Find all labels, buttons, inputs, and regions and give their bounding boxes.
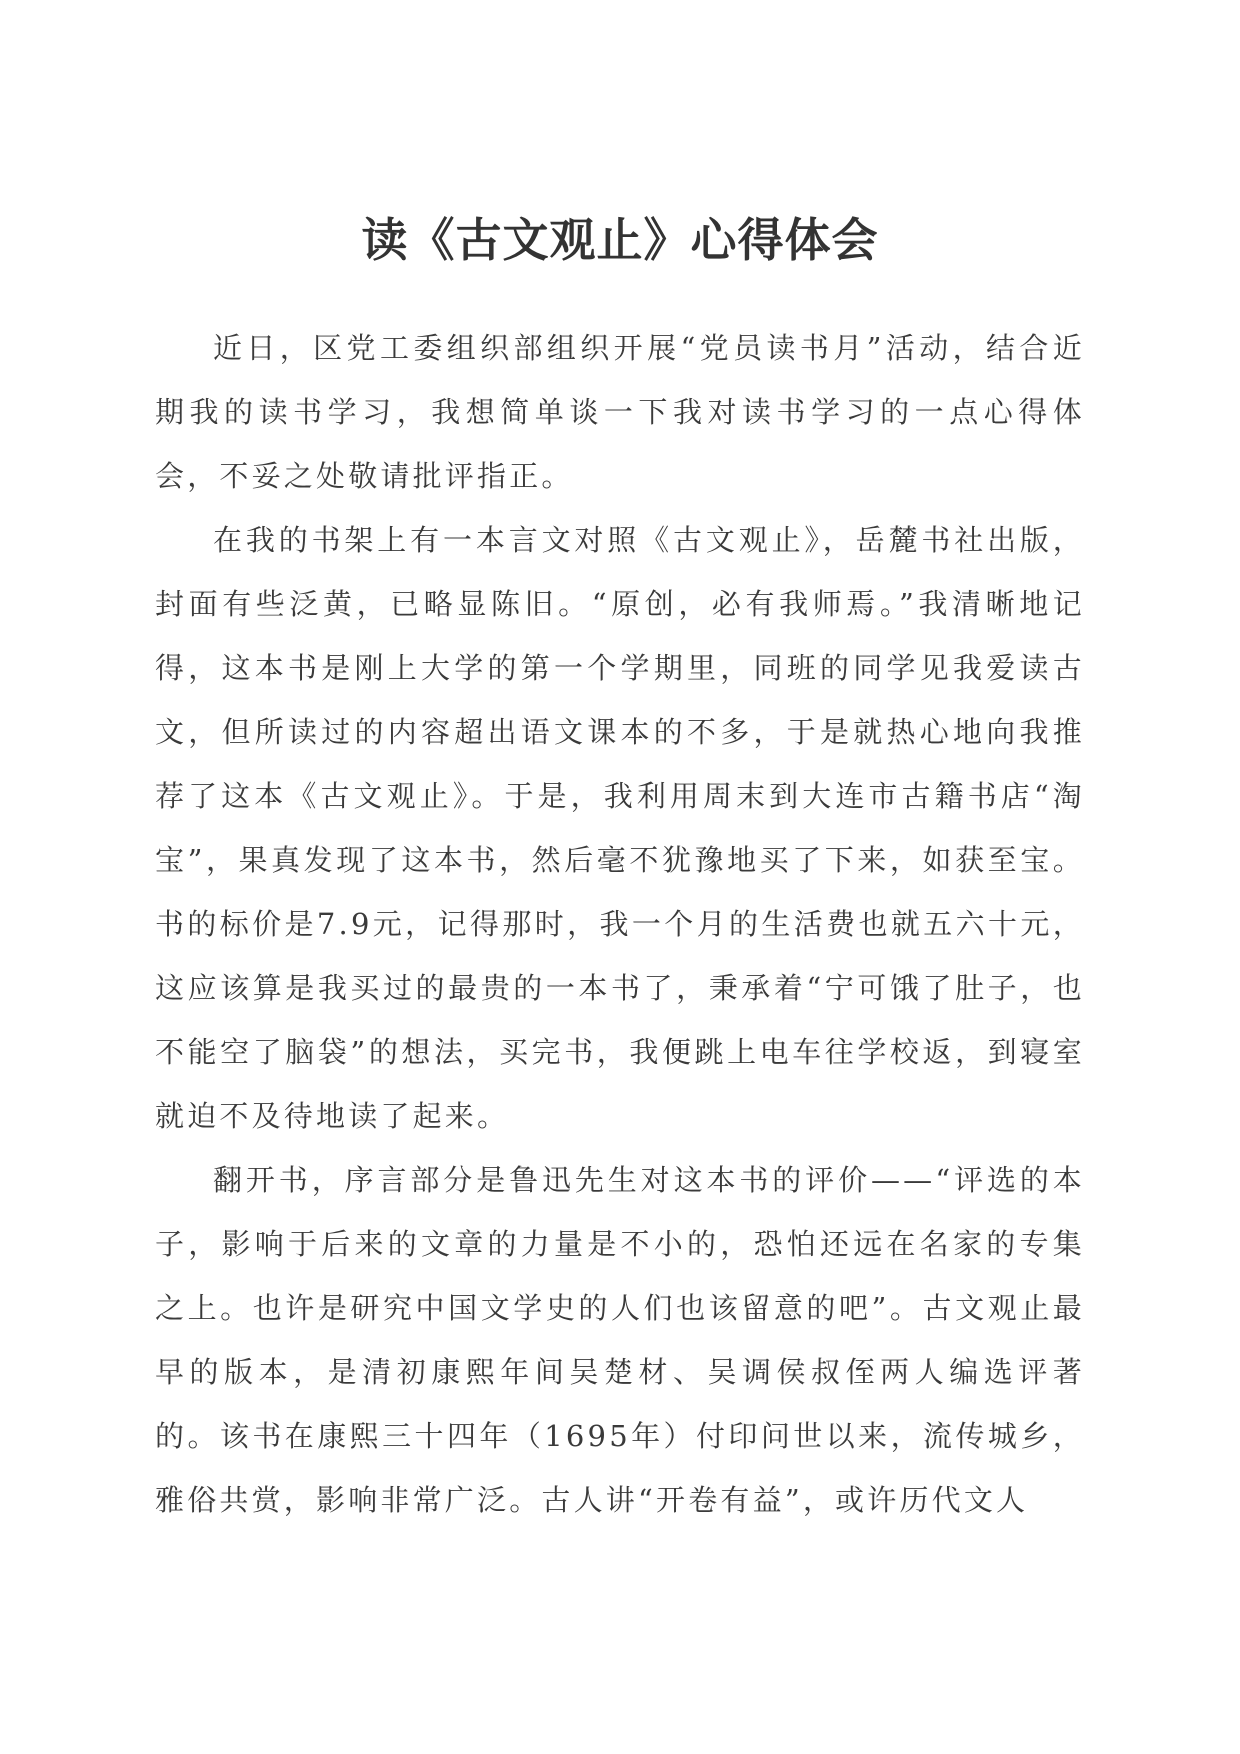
paragraph-3: 翻开书，序言部分是鲁迅先生对这本书的评价——“评选的本子，影响于后来的文章的力量是不小的，恐怕还远在名家的专集之上。也许是研究中国文学史的人们也该留意的吧”。古文观止最早的版本，是清初康熙年间吴楚材、吴调侯叔侄两人编选评著的。该书在康熙三十四年（1695年）付印问世以来，流传城乡，雅俗共赏，影响非常广泛。古人讲“开卷有益”，或许历代文人	[155, 1163, 1085, 1517]
document-body	[155, 316, 1085, 1532]
page-title: 读《古文观止》心得体会	[361, 213, 879, 267]
paragraph-2: 在我的书架上有一本言文对照《古文观止》，岳麓书社出版，封面有些泛黄，已略显陈旧。“原创，必有我师焉。”我清晰地记得，这本书是刚上大学的第一个学期里，同班的同学见我爱读古文，但所读过的内容超出语文课本的不多，于是就热心地向我推荐了这本《古文观止》。于是，我利用周末到大连市古籍书店“淘宝”，果真发现了这本书，然后毫不犹豫地买了下来，如获至宝。书的标价是7.9元，记得那时，我一个月的生活费也就五六十元，这应该算是我买过的最贵的一本书了，秉承着“宁可饿了肚子，也不能空了脑袋”的想法，买完书，我便跳上电车往学校返，到寝室就迫不及待地读了起来。	[155, 523, 1085, 1133]
paragraph-1: 近日，区党工委组织部组织开展“党员读书月”活动，结合近期我的读书学习，我想简单谈一下我对读书学习的一点心得体会，不妥之处敬请批评指正。	[155, 331, 1085, 493]
